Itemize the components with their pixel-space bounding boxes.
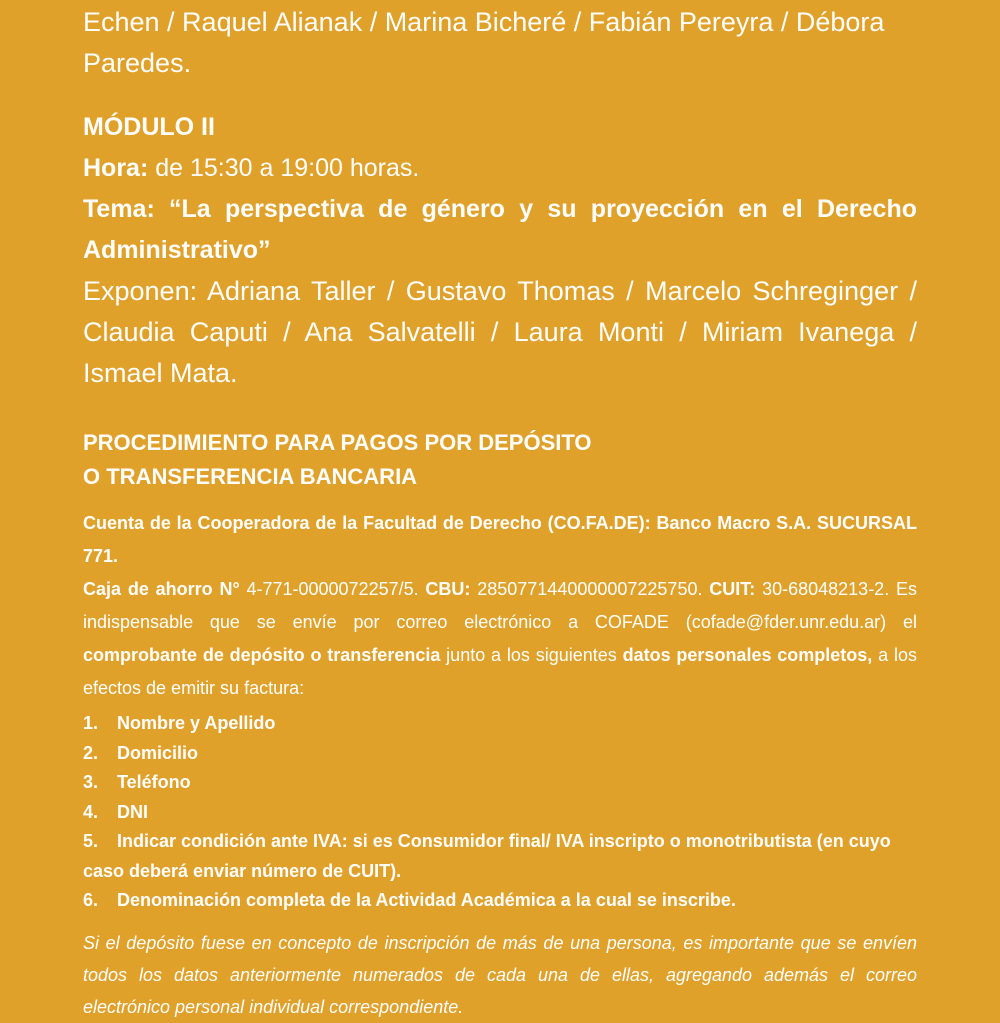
hora-line bbox=[83, 148, 917, 189]
list-item-number: 1. bbox=[83, 713, 99, 733]
cbu-value: 2850771440000007225750. bbox=[470, 579, 710, 599]
cuit-value: 30-68048213-2. Es indispensable que se envíe por correo electrónico a COFADE (cofade@fder.unr.edu.ar) el bbox=[83, 579, 918, 632]
list-item bbox=[83, 886, 917, 916]
note-text: Si el depósito fuese en concepto de inscripción de más de una persona, es importante que se envíen todos los datos anteriormente numerados de cada una de ellas, agregando además el correo electrónico personal individual correspondiente. bbox=[83, 933, 917, 1017]
module-section bbox=[83, 107, 917, 394]
account-line: Cuenta de la Cooperadora de la Facultad de Derecho (CO.FA.DE): Banco Macro S.A. SUCURSAL 771. bbox=[83, 513, 917, 566]
list-item-number: 5. bbox=[83, 831, 99, 851]
module-title: MÓDULO II bbox=[83, 113, 215, 141]
list-item-number: 6. bbox=[83, 890, 99, 910]
list-item bbox=[83, 827, 917, 886]
speakers-text: Echen / Raquel Alianak / Marina Bicheré / Fabián Pereyra / Débora Paredes. bbox=[83, 7, 885, 78]
caja-value: 4-771-0000072257/5. bbox=[239, 579, 426, 599]
exponen-text: Exponen: Adriana Taller / Gustavo Thomas / Marcelo Schreginger / Claudia Caputi / Ana Salvatelli / Laura Monti / Miriam Ivanega / Ismael Mata. bbox=[83, 276, 917, 388]
cuit-label: CUIT: bbox=[709, 579, 756, 599]
required-data-list bbox=[83, 709, 917, 916]
list-item-number: 2. bbox=[83, 742, 99, 763]
list-item-text: Domicilio bbox=[117, 742, 199, 763]
procedure-heading-line2: O TRANSFERENCIA BANCARIA bbox=[83, 464, 418, 489]
hora-label: Hora: bbox=[83, 154, 149, 182]
list-item bbox=[83, 709, 917, 739]
caja-label: Caja de ahorro N° bbox=[83, 579, 240, 599]
list-item-text: Nombre y Apellido bbox=[117, 713, 276, 733]
list-item-text: Denominación completa de la Actividad Académica a la cual se inscribe. bbox=[117, 890, 736, 910]
account-paragraph bbox=[83, 507, 917, 705]
cbu-label: CBU: bbox=[425, 579, 471, 599]
list-item bbox=[83, 739, 917, 769]
list-item bbox=[83, 798, 917, 828]
datos-text: datos personales completos, bbox=[622, 645, 873, 665]
list-item-number: 4. bbox=[83, 801, 99, 822]
comprobante-text: comprobante de depósito o transferencia bbox=[83, 645, 441, 665]
list-item bbox=[83, 768, 917, 798]
junto-text: junto a los siguientes bbox=[440, 645, 623, 665]
efectos-text: a los efectos de emitir su factura: bbox=[83, 645, 917, 698]
list-item-text: Teléfono bbox=[117, 772, 191, 792]
hora-value: de 15:30 a 19:00 horas. bbox=[148, 154, 420, 182]
list-item-text: DNI bbox=[117, 801, 148, 822]
tema-text: Tema: “La perspectiva de género y su proyección en el Derecho Administrativo” bbox=[83, 195, 917, 264]
list-item-text: Indicar condición ante IVA: si es Consumidor final/ IVA inscripto o monotributista (en cuyo caso deberá enviar número de CUIT). bbox=[83, 831, 891, 881]
list-item-number: 3. bbox=[83, 772, 99, 792]
procedure-heading-line1: PROCEDIMIENTO PARA PAGOS POR DEPÓSITO bbox=[83, 430, 592, 455]
procedure-heading bbox=[83, 426, 917, 494]
payment-details bbox=[83, 573, 917, 705]
